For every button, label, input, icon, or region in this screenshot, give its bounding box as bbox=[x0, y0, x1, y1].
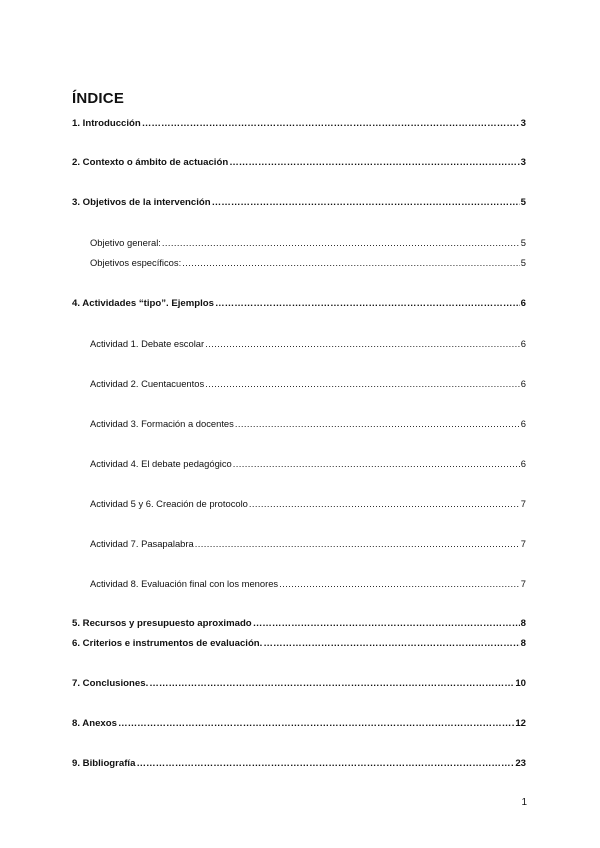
toc-entry-page: 23 bbox=[515, 758, 526, 769]
toc-entry-label: Actividad 3. Formación a docentes bbox=[90, 418, 234, 429]
dot-leader bbox=[233, 458, 520, 469]
toc-entry-label: 4. Actividades “tipo”. Ejemplos bbox=[72, 298, 214, 309]
toc-entry-label: 9. Bibliografía bbox=[72, 758, 136, 769]
toc-entry-actividad-8[interactable] bbox=[90, 578, 526, 592]
page-number: 1 bbox=[521, 797, 527, 808]
toc-entry-actividad-2[interactable] bbox=[90, 378, 526, 392]
toc-entry-page: 7 bbox=[520, 498, 526, 509]
toc-entry-page: 7 bbox=[520, 538, 526, 549]
toc-entry-page: 6 bbox=[520, 338, 526, 349]
toc-entry-page: 3 bbox=[520, 157, 526, 168]
dot-leader bbox=[249, 498, 520, 509]
toc-entry-actividad-4[interactable] bbox=[90, 458, 526, 472]
dot-leader bbox=[142, 118, 520, 129]
toc-entry-label: Actividad 7. Pasapalabra bbox=[90, 538, 194, 549]
dot-leader bbox=[162, 237, 520, 248]
toc-entry-label: 7. Conclusiones. bbox=[72, 678, 149, 689]
toc-entry-page: 8 bbox=[520, 638, 526, 649]
toc-entry-label: 2. Contexto o ámbito de actuación bbox=[72, 157, 229, 168]
dot-leader bbox=[263, 638, 519, 649]
dot-leader bbox=[118, 718, 514, 729]
toc-entry-page: 6 bbox=[520, 298, 526, 309]
toc-entry-label: 5. Recursos y presupuesto aproximado bbox=[72, 618, 252, 629]
toc-entry-page: 10 bbox=[515, 678, 526, 689]
toc-entry-page: 7 bbox=[520, 578, 526, 589]
toc-entry-label: Actividad 5 y 6. Creación de protocolo bbox=[90, 498, 248, 509]
dot-leader bbox=[212, 197, 520, 208]
toc-entry-actividad-5-6[interactable] bbox=[90, 498, 526, 512]
toc-entry-objetivo-general[interactable] bbox=[90, 237, 526, 251]
dot-leader bbox=[205, 338, 520, 349]
dot-leader bbox=[205, 378, 520, 389]
toc-entry-actividad-1[interactable] bbox=[90, 338, 526, 352]
toc-entry-page: 5 bbox=[520, 237, 526, 248]
toc-entry-conclusiones[interactable] bbox=[72, 678, 526, 692]
toc-entry-introduccion[interactable] bbox=[72, 118, 526, 132]
toc-entry-label: 8. Anexos bbox=[72, 718, 117, 729]
toc-entry-page: 6 bbox=[520, 458, 526, 469]
toc-entry-actividades[interactable] bbox=[72, 298, 526, 312]
toc-entry-label: 6. Criterios e instrumentos de evaluación. bbox=[72, 638, 263, 649]
toc-entry-label: Objetivos específicos: bbox=[90, 257, 182, 268]
dot-leader bbox=[149, 678, 514, 689]
toc-entry-actividad-3[interactable] bbox=[90, 418, 526, 432]
toc-entry-page: 3 bbox=[520, 118, 526, 129]
toc-entry-page: 12 bbox=[515, 718, 526, 729]
toc-entry-label: Actividad 2. Cuentacuentos bbox=[90, 378, 205, 389]
toc-entry-objetivos-especificos[interactable] bbox=[90, 257, 526, 271]
dot-leader bbox=[253, 618, 520, 629]
toc-entry-bibliografia[interactable] bbox=[72, 758, 526, 772]
dot-leader bbox=[229, 157, 519, 168]
toc-entry-page: 5 bbox=[520, 257, 526, 268]
toc-entry-recursos[interactable] bbox=[72, 618, 526, 632]
dot-leader bbox=[136, 758, 514, 769]
toc-title: ÍNDICE bbox=[72, 90, 125, 107]
toc-entry-page: 8 bbox=[520, 618, 526, 629]
toc-entry-page: 6 bbox=[520, 378, 526, 389]
dot-leader bbox=[235, 418, 520, 429]
toc-entry-actividad-7[interactable] bbox=[90, 538, 526, 552]
dot-leader bbox=[279, 578, 520, 589]
toc-entry-criterios[interactable] bbox=[72, 638, 526, 652]
toc-entry-label: Objetivo general: bbox=[90, 237, 161, 248]
toc-entry-label: Actividad 1. Debate escolar bbox=[90, 338, 205, 349]
toc-entry-page: 5 bbox=[520, 197, 526, 208]
toc-entry-label: Actividad 4. El debate pedagógico bbox=[90, 458, 232, 469]
dot-leader bbox=[215, 298, 520, 309]
toc-entry-label: 1. Introducción bbox=[72, 118, 141, 129]
toc-entry-contexto[interactable] bbox=[72, 157, 526, 171]
toc-entry-page: 6 bbox=[520, 418, 526, 429]
toc-entry-objetivos[interactable] bbox=[72, 197, 526, 211]
toc-entry-label: Actividad 8. Evaluación final con los menores bbox=[90, 578, 279, 589]
toc-entry-anexos[interactable] bbox=[72, 718, 526, 732]
dot-leader bbox=[182, 257, 520, 268]
toc-entry-label: 3. Objetivos de la intervención bbox=[72, 197, 211, 208]
dot-leader bbox=[195, 538, 520, 549]
